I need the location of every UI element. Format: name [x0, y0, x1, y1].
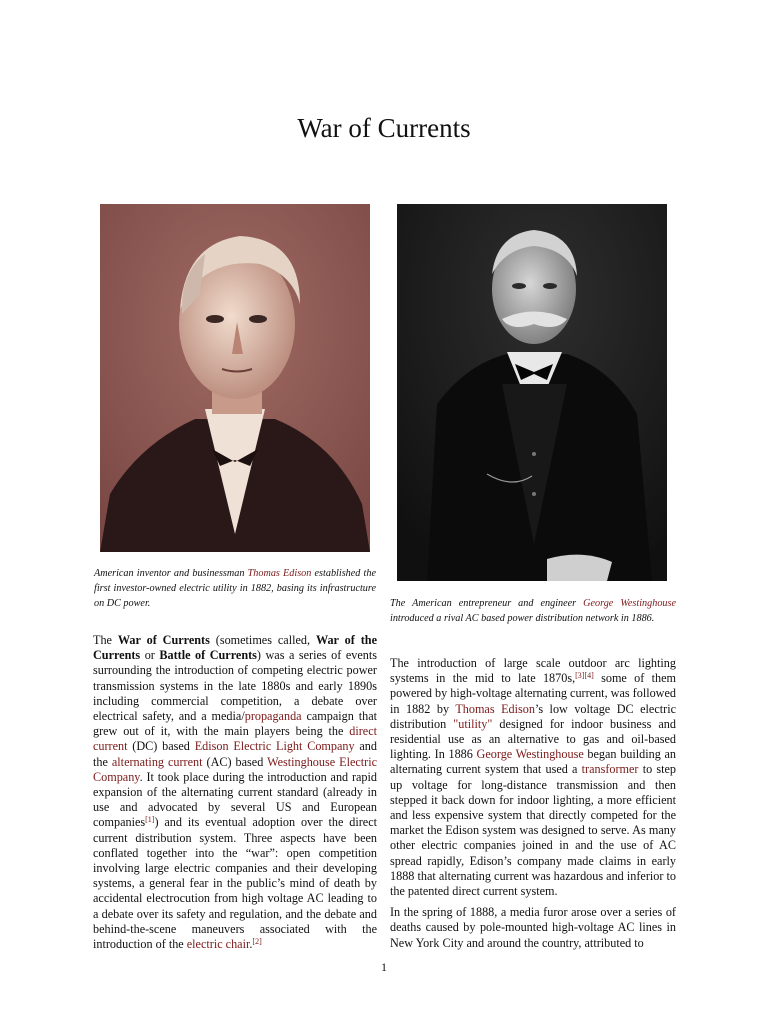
citation-2-link[interactable]: [2]: [252, 937, 262, 947]
westinghouse-electric-company-link[interactable]: Westinghouse Electric Company: [93, 754, 378, 784]
westinghouse-caption: The American entrepreneur and engineer George Westinghouse introduced a rival AC based power distribution network in 1886.: [390, 598, 677, 624]
george-westinghouse-link[interactable]: George Westinghouse: [583, 598, 677, 609]
citation-1-link[interactable]: [1]: [145, 815, 155, 825]
transformer-link[interactable]: transformer: [581, 762, 639, 777]
edison-caption: American inventor and businessman Thomas Edison established the first investor-owned electric utility in 1882, basing its infrastructure on DC power.: [94, 568, 376, 609]
utility-link[interactable]: "utility": [453, 716, 493, 731]
westinghouse-portrait-image: [397, 204, 667, 581]
furor-paragraph: In the spring of 1888, a media furor arose over a series of deaths caused by pole-mounted high-voltage AC lines in New York City and around the country, attributed to: [390, 905, 676, 950]
page-title: War of Currents: [297, 113, 471, 143]
thomas-edison-text-link[interactable]: Thomas Edison: [455, 701, 535, 716]
edison-portrait-image: [100, 204, 370, 552]
electric-chair-link[interactable]: electric chair: [186, 937, 250, 952]
left-text-column: [93, 633, 377, 958]
direct-current-link[interactable]: direct current: [93, 724, 377, 754]
edison-electric-light-company-link[interactable]: Edison Electric Light Company: [194, 739, 355, 754]
right-text-column: [390, 656, 676, 957]
thomas-edison-link[interactable]: Thomas Edison: [247, 568, 312, 579]
citation-3-4-link[interactable]: [3][4]: [575, 671, 594, 681]
george-westinghouse-text-link[interactable]: George Westinghouse: [476, 747, 584, 762]
history-paragraph: The introduction of large scale outdoor arc lighting systems in the mid to late 1870s,[3][4] some of them powered by high-voltage alternating current, was followed in 1882 by Thomas Edison’s low voltage DC electric distribution "utility" designed for indoor business and residential use as an alternative to gas and oil-based lighting. In 1886 George Westinghouse began building an alternating current system that used a transformer to step up voltage for long-distance transmission and then stepped it back down for indoor lighting, a more efficient and less expensive system that directly competed for the market the Edison system was designed to serve. As many other electric companies joined in and the use of AC spread rapidly, Edison’s company made claims in early 1888 that alternating current was hazardous and inferior to the patented direct current system.: [390, 656, 677, 899]
page-number: 1: [381, 960, 387, 974]
alternating-current-link[interactable]: alternating current: [111, 754, 203, 769]
propaganda-link[interactable]: propaganda: [244, 709, 302, 724]
intro-paragraph: The War of Currents (sometimes called, War of the Currents or Battle of Currents) was a series of events surrounding the introduction of competing electric power transmission systems in the late 1880s and early 1890s including commercial competition, a debate over electrical safety, and a media/propaganda campaign that grew out of it, with the main players being the direct current (DC) based Edison Electric Light Company and the alternating current (AC) based Westinghouse Electric Company. It took place during the introduction and rapid expansion of the alternating current standard (already in use and advocated by several US and European companies[1]) and its eventual adoption over the direct current distribution system. Three aspects have been conflated together into the “war”: open competition involving large electric companies and their developing systems, a general fear in the public’s mind of death by accidental electrocution from high voltage AC leading to a debate over its safety and regulation, and the debate and behind-the-scene maneuvers associated with the introduction of the electric chair.[2]: [93, 633, 378, 952]
